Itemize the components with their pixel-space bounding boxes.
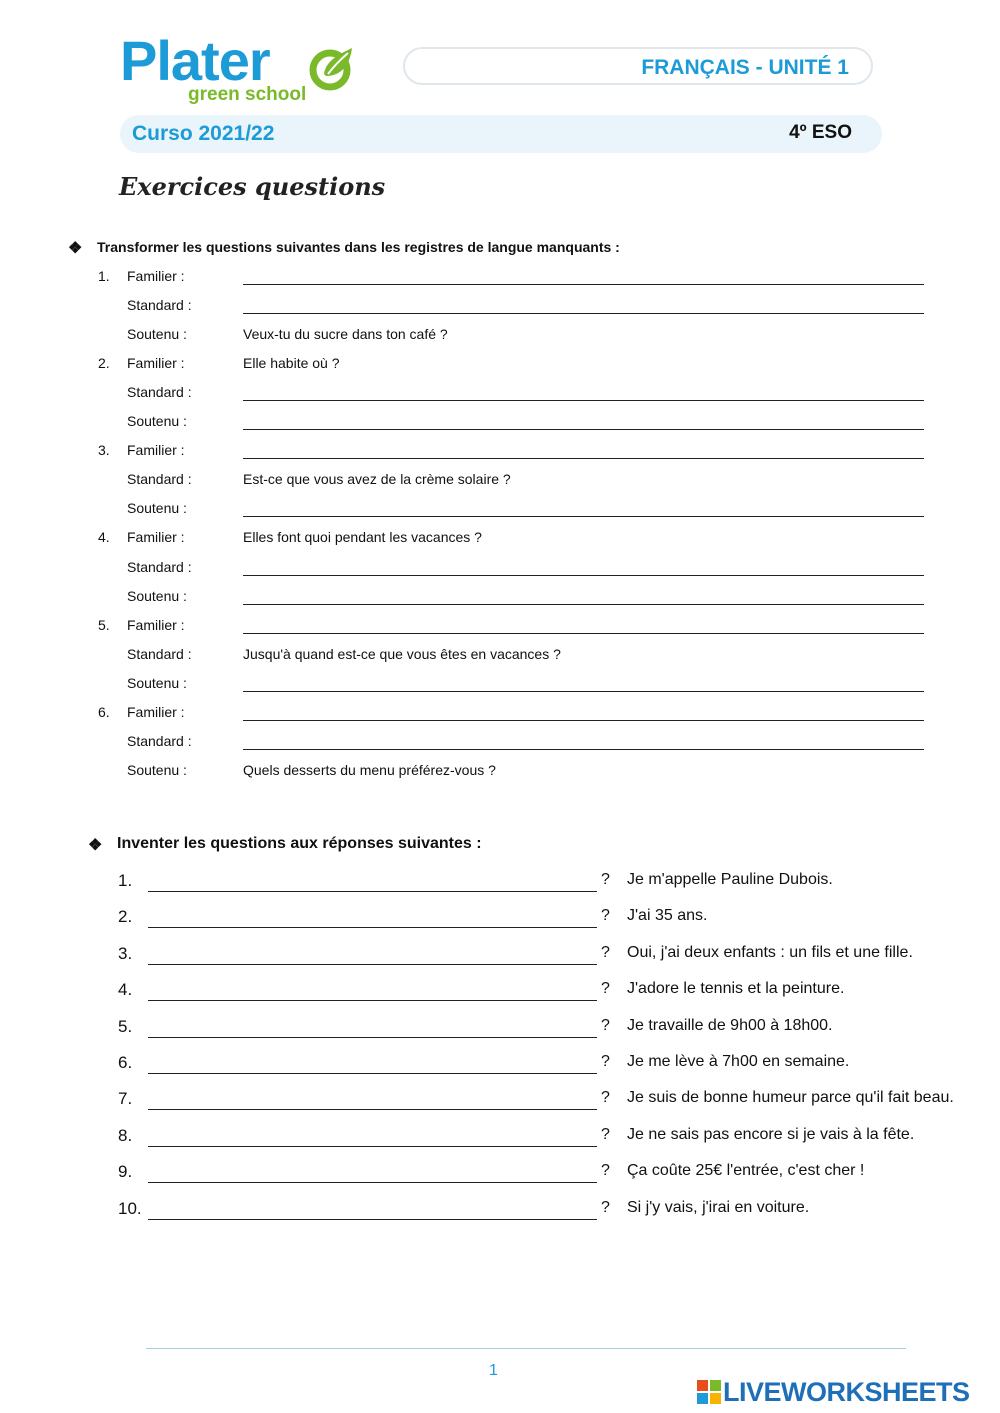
answer-line[interactable]	[243, 575, 924, 576]
register-row	[0, 762, 1000, 791]
question-mark: ?	[601, 1016, 610, 1034]
register-label: Familier :	[127, 529, 185, 546]
subject-title: FRANÇAIS - UNITÉ 1	[641, 56, 849, 79]
given-answer: Je suis de bonne humeur parce qu'il fait beau.	[627, 1089, 954, 1107]
given-question: Est-ce que vous avez de la crème solaire ?	[243, 471, 511, 488]
question-row	[0, 980, 1000, 1016]
given-answer: Je travaille de 9h00 à 18h00.	[627, 1016, 833, 1034]
item-number: 2.	[118, 907, 133, 927]
answer-line[interactable]	[148, 1073, 597, 1074]
answer-line[interactable]	[243, 720, 924, 721]
answer-line[interactable]	[148, 964, 597, 965]
question-mark: ?	[601, 871, 610, 888]
register-label: Familier :	[127, 442, 185, 459]
given-question: Elle habite où ?	[243, 355, 340, 372]
given-answer: Si j'y vais, j'irai en voiture.	[627, 1198, 810, 1216]
register-row	[0, 326, 1000, 355]
register-row	[0, 646, 1000, 675]
register-label: Standard :	[127, 645, 192, 662]
question-mark: ?	[601, 980, 610, 998]
answer-line[interactable]	[243, 604, 924, 605]
register-label: Soutenu :	[127, 587, 187, 604]
register-label: Soutenu :	[127, 500, 187, 517]
given-answer: J'adore le tennis et la peinture.	[627, 980, 845, 998]
register-label: Soutenu :	[127, 674, 187, 691]
register-label: Familier :	[127, 703, 185, 720]
liveworksheets-logo-icon	[697, 1380, 721, 1404]
register-row	[0, 704, 1000, 733]
item-number: 1.	[118, 871, 133, 890]
answer-line[interactable]	[243, 284, 924, 285]
course-year: Curso 2021/22	[132, 122, 275, 145]
register-label: Standard :	[127, 384, 192, 401]
item-number: 9.	[118, 1162, 133, 1182]
register-row	[0, 500, 1000, 529]
question-row	[0, 907, 1000, 943]
register-row	[0, 559, 1000, 588]
school-logo	[120, 29, 370, 114]
course-level: 4º ESO	[789, 122, 852, 143]
given-question: Elles font quoi pendant les vacances ?	[243, 529, 482, 546]
answer-line[interactable]	[243, 458, 924, 459]
answer-line[interactable]	[148, 1219, 597, 1220]
register-label: Standard :	[127, 732, 192, 749]
footer-divider	[146, 1348, 906, 1349]
given-answer: Je ne sais pas encore si je vais à la fête.	[627, 1125, 915, 1143]
answer-line[interactable]	[148, 891, 597, 892]
register-label: Standard :	[127, 558, 192, 575]
question-mark: ?	[601, 1089, 610, 1107]
question-mark: ?	[601, 907, 610, 925]
register-row	[0, 588, 1000, 617]
item-number: 1.	[98, 268, 110, 284]
course-bar	[120, 115, 882, 153]
question-row	[0, 1126, 1000, 1162]
given-answer: Je me lève à 7h00 en semaine.	[627, 1053, 850, 1070]
answer-line[interactable]	[148, 1146, 597, 1147]
answer-line[interactable]	[148, 1182, 597, 1183]
question-mark: ?	[601, 1162, 610, 1180]
answer-line[interactable]	[243, 429, 924, 430]
question-row	[0, 1199, 1000, 1235]
register-label: Familier :	[127, 355, 185, 372]
leaf-o-icon	[308, 44, 356, 92]
item-number: 3.	[98, 442, 110, 459]
diamond-bullet-icon: ❖	[68, 240, 83, 257]
answer-line[interactable]	[243, 400, 924, 401]
register-row	[0, 733, 1000, 762]
logo-subtitle: green school	[188, 84, 307, 105]
register-label: Soutenu :	[127, 326, 187, 343]
question-mark: ?	[601, 1125, 610, 1143]
section2-instruction: Inventer les questions aux réponses suivantes :	[117, 835, 482, 852]
register-row	[0, 471, 1000, 500]
register-label: Soutenu :	[127, 761, 187, 778]
answer-line[interactable]	[243, 749, 924, 750]
item-number: 4.	[118, 980, 133, 1000]
item-number: 8.	[118, 1125, 133, 1145]
given-question: Quels desserts du menu préférez-vous ?	[243, 761, 496, 778]
question-row	[0, 1017, 1000, 1053]
item-number: 5.	[118, 1016, 133, 1036]
register-row	[0, 617, 1000, 646]
given-question: Jusqu'à quand est-ce que vous êtes en vacances ?	[243, 645, 561, 662]
item-number: 6.	[118, 1053, 133, 1072]
register-row	[0, 384, 1000, 413]
answer-line[interactable]	[243, 313, 924, 314]
given-answer: Ça coûte 25€ l'entrée, c'est cher !	[627, 1162, 865, 1180]
item-number: 10.	[118, 1198, 142, 1218]
register-row	[0, 355, 1000, 384]
answer-line[interactable]	[148, 927, 597, 928]
answer-line[interactable]	[243, 691, 924, 692]
given-question: Veux-tu du sucre dans ton café ?	[243, 326, 448, 343]
register-row	[0, 268, 1000, 297]
question-mark: ?	[601, 1053, 610, 1070]
liveworksheets-wordmark: LIVEWORKSHEETS	[723, 1377, 970, 1407]
register-row	[0, 529, 1000, 558]
item-number: 6.	[98, 703, 110, 720]
register-row	[0, 297, 1000, 326]
question-row	[0, 1053, 1000, 1089]
given-answer: Oui, j'ai deux enfants : un fils et une fille.	[627, 943, 913, 961]
register-label: Standard :	[127, 297, 192, 314]
register-label: Familier :	[127, 268, 185, 284]
answer-line[interactable]	[148, 1000, 597, 1001]
register-row	[0, 413, 1000, 442]
item-number: 2.	[98, 355, 110, 372]
register-label: Standard :	[127, 471, 192, 488]
answer-line[interactable]	[243, 516, 924, 517]
answer-line[interactable]	[148, 1109, 597, 1110]
question-mark: ?	[601, 1198, 610, 1216]
given-answer: Je m'appelle Pauline Dubois.	[627, 871, 833, 888]
subject-banner	[403, 47, 873, 85]
given-answer: J'ai 35 ans.	[627, 907, 708, 925]
register-row	[0, 442, 1000, 471]
page-title: Exercices questions	[119, 172, 386, 201]
register-label: Familier :	[127, 616, 185, 633]
question-mark: ?	[601, 943, 610, 961]
diamond-bullet-icon: ❖	[88, 837, 103, 854]
page-number: 1	[489, 1362, 498, 1379]
question-row	[0, 1089, 1000, 1125]
register-row	[0, 675, 1000, 704]
register-label: Soutenu :	[127, 413, 187, 430]
item-number: 4.	[98, 529, 110, 546]
item-number: 5.	[98, 616, 110, 633]
answer-line[interactable]	[243, 633, 924, 634]
item-number: 7.	[118, 1089, 133, 1109]
section1-instruction: Transformer les questions suivantes dans les registres de langue manquants :	[97, 239, 620, 255]
question-row	[0, 871, 1000, 907]
answer-line[interactable]	[148, 1037, 597, 1038]
question-row	[0, 944, 1000, 980]
item-number: 3.	[118, 943, 133, 963]
question-row	[0, 1162, 1000, 1198]
logo-wordmark: Plater	[120, 29, 270, 92]
